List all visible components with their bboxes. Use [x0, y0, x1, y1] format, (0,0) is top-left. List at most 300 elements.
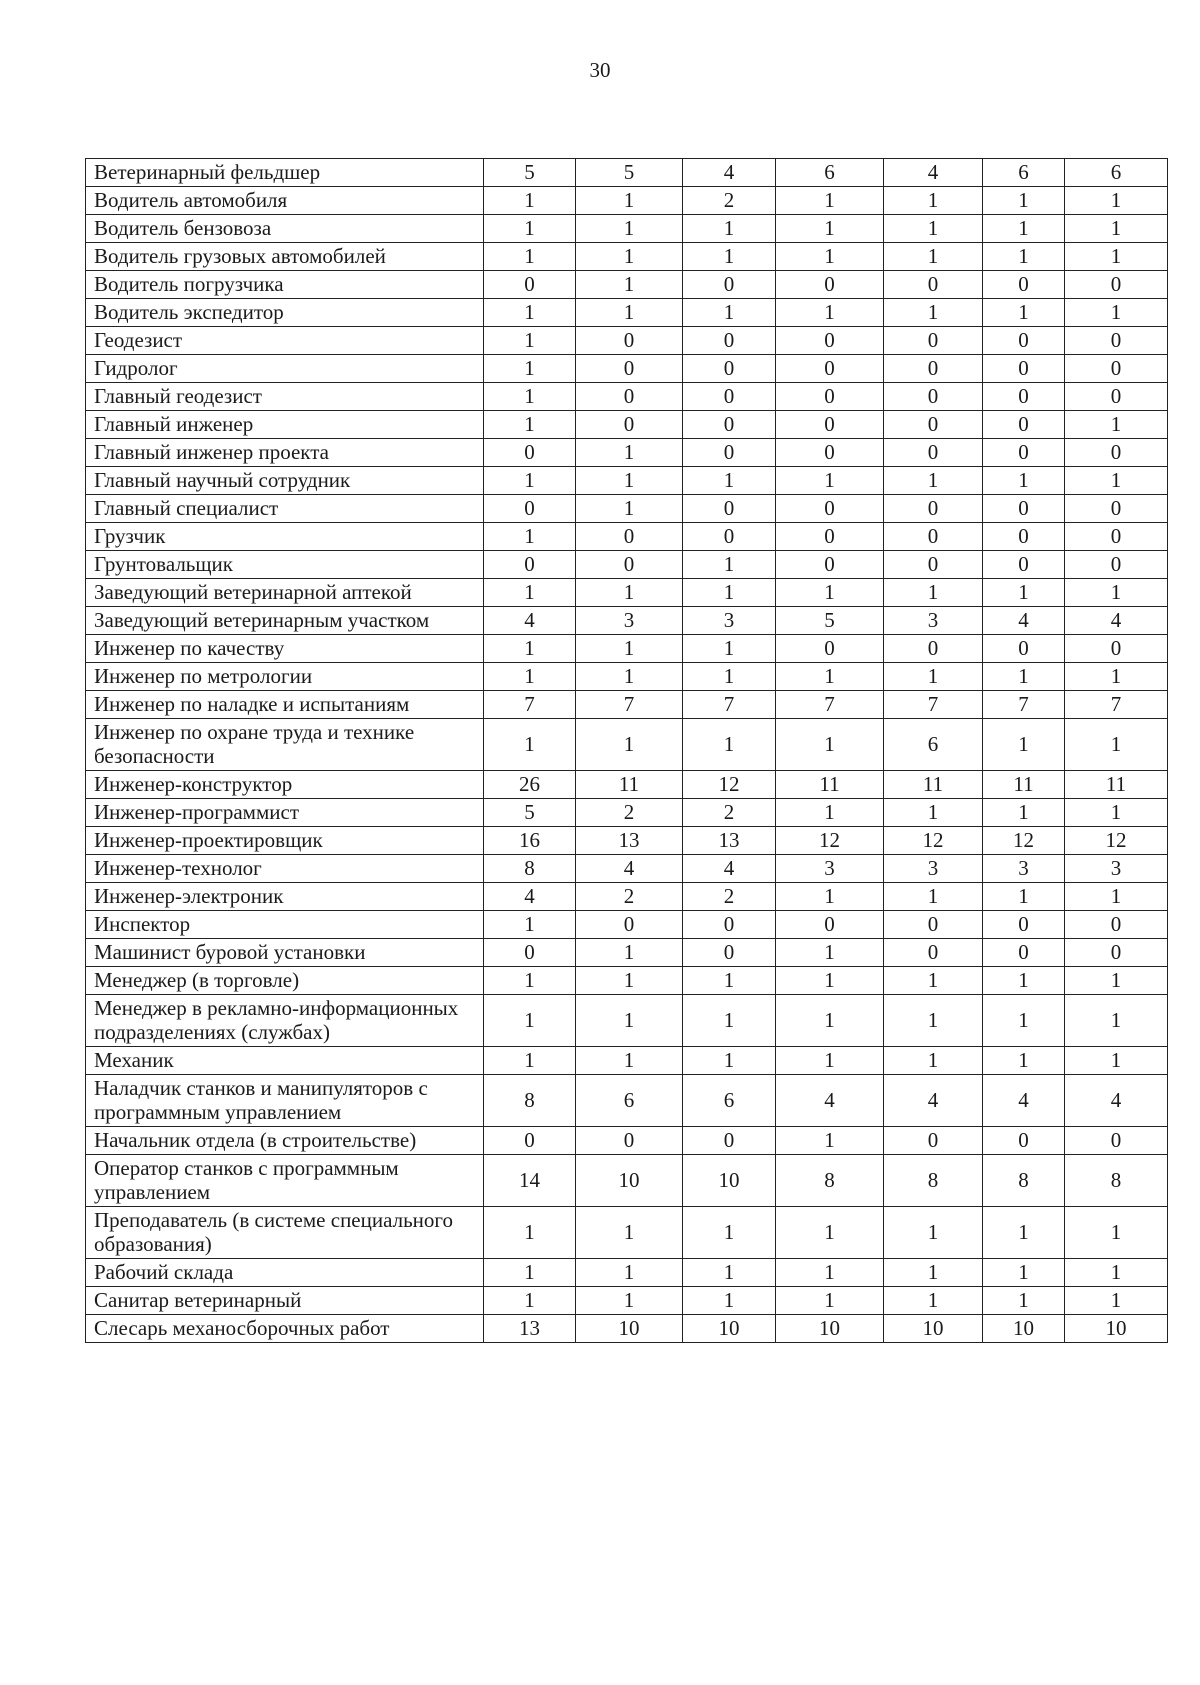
table-cell-value: 1	[884, 215, 983, 243]
table-cell-value: 2	[683, 883, 776, 911]
table-cell-value: 14	[484, 1155, 576, 1207]
table-cell-value: 4	[884, 1075, 983, 1127]
table-cell-value: 1	[484, 911, 576, 939]
table-cell-value: 12	[1065, 827, 1168, 855]
table-row	[86, 187, 1168, 215]
table-cell-value: 6	[683, 1075, 776, 1127]
data-table	[85, 158, 1168, 1343]
table-cell-value: 1	[484, 1287, 576, 1315]
table-cell-value: 8	[484, 1075, 576, 1127]
table-cell-value: 1	[484, 967, 576, 995]
table-cell-value: 0	[983, 635, 1065, 663]
table-cell-value: 1	[484, 187, 576, 215]
table-cell-value: 1	[484, 663, 576, 691]
table-cell-value: 2	[576, 799, 683, 827]
table-cell-value: 4	[484, 883, 576, 911]
table-cell-value: 1	[1065, 663, 1168, 691]
table-cell-value: 0	[576, 551, 683, 579]
table-cell-value: 1	[683, 579, 776, 607]
table-row	[86, 883, 1168, 911]
table-cell-value: 1	[484, 243, 576, 271]
table-cell-value: 0	[983, 439, 1065, 467]
table-cell-value: 0	[884, 551, 983, 579]
row-label: Инженер-конструктор	[86, 771, 484, 799]
table-cell-value: 3	[1065, 855, 1168, 883]
table-cell-value: 1	[776, 799, 884, 827]
table-cell-value: 1	[484, 355, 576, 383]
row-label: Наладчик станков и манипуляторов с программным управлением	[86, 1075, 484, 1127]
row-label: Главный инженер	[86, 411, 484, 439]
table-cell-value: 1	[484, 1207, 576, 1259]
table-cell-value: 1	[576, 299, 683, 327]
table-cell-value: 0	[983, 327, 1065, 355]
table-cell-value: 1	[484, 995, 576, 1047]
table-cell-value: 11	[576, 771, 683, 799]
table-cell-value: 1	[776, 967, 884, 995]
table-cell-value: 1	[683, 967, 776, 995]
table-cell-value: 7	[983, 691, 1065, 719]
row-label: Рабочий склада	[86, 1259, 484, 1287]
table-cell-value: 1	[776, 663, 884, 691]
table-cell-value: 8	[776, 1155, 884, 1207]
table-cell-value: 1	[776, 579, 884, 607]
table-cell-value: 1	[884, 467, 983, 495]
table-cell-value: 0	[484, 271, 576, 299]
table-cell-value: 1	[884, 299, 983, 327]
table-cell-value: 1	[484, 579, 576, 607]
table-cell-value: 6	[576, 1075, 683, 1127]
table-cell-value: 0	[683, 383, 776, 411]
table-cell-value: 6	[776, 159, 884, 187]
table-cell-value: 0	[983, 523, 1065, 551]
table-cell-value: 3	[884, 607, 983, 635]
table-cell-value: 0	[576, 523, 683, 551]
table-cell-value: 1	[683, 215, 776, 243]
row-label: Менеджер в рекламно-информационных подразделениях (службах)	[86, 995, 484, 1047]
table-cell-value: 1	[683, 1287, 776, 1315]
row-label: Преподаватель (в системе специального образования)	[86, 1207, 484, 1259]
table-cell-value: 0	[683, 271, 776, 299]
table-cell-value: 1	[983, 187, 1065, 215]
table-cell-value: 0	[1065, 383, 1168, 411]
table-cell-value: 3	[983, 855, 1065, 883]
table-cell-value: 0	[683, 439, 776, 467]
table-cell-value: 1	[683, 1259, 776, 1287]
table-cell-value: 0	[884, 523, 983, 551]
table-cell-value: 11	[1065, 771, 1168, 799]
table-cell-value: 11	[983, 771, 1065, 799]
table-cell-value: 7	[683, 691, 776, 719]
row-label: Инженер по наладке и испытаниям	[86, 691, 484, 719]
table-cell-value: 1	[683, 551, 776, 579]
table-cell-value: 10	[1065, 1315, 1168, 1343]
table-cell-value: 8	[884, 1155, 983, 1207]
row-label: Инженер-проектировщик	[86, 827, 484, 855]
table-row	[86, 771, 1168, 799]
table-cell-value: 0	[576, 1127, 683, 1155]
table-cell-value: 8	[1065, 1155, 1168, 1207]
table-cell-value: 0	[776, 551, 884, 579]
table-cell-value: 16	[484, 827, 576, 855]
table-cell-value: 1	[884, 995, 983, 1047]
table-cell-value: 1	[983, 243, 1065, 271]
table-cell-value: 0	[484, 495, 576, 523]
table-cell-value: 1	[1065, 411, 1168, 439]
table-cell-value: 1	[884, 1207, 983, 1259]
table-cell-value: 0	[776, 911, 884, 939]
table-cell-value: 1	[776, 467, 884, 495]
table-cell-value: 1	[884, 883, 983, 911]
table-cell-value: 1	[776, 243, 884, 271]
table-cell-value: 1	[576, 215, 683, 243]
table-cell-value: 0	[983, 271, 1065, 299]
table-cell-value: 1	[576, 1047, 683, 1075]
table-cell-value: 0	[683, 327, 776, 355]
table-cell-value: 1	[1065, 1047, 1168, 1075]
table-cell-value: 0	[776, 495, 884, 523]
table-cell-value: 0	[983, 383, 1065, 411]
table-cell-value: 1	[484, 467, 576, 495]
table-row	[86, 271, 1168, 299]
table-row	[86, 215, 1168, 243]
table-cell-value: 1	[1065, 995, 1168, 1047]
table-cell-value: 1	[576, 243, 683, 271]
table-cell-value: 1	[776, 719, 884, 771]
table-cell-value: 12	[884, 827, 983, 855]
row-label: Менеджер (в торговле)	[86, 967, 484, 995]
table-cell-value: 0	[1065, 635, 1168, 663]
table-row	[86, 607, 1168, 635]
table-cell-value: 0	[983, 411, 1065, 439]
row-label: Инженер-электроник	[86, 883, 484, 911]
table-cell-value: 6	[983, 159, 1065, 187]
table-cell-value: 1	[1065, 719, 1168, 771]
table-row	[86, 855, 1168, 883]
table-cell-value: 0	[884, 411, 983, 439]
table-cell-value: 1	[1065, 187, 1168, 215]
table-cell-value: 1	[1065, 299, 1168, 327]
table-cell-value: 0	[884, 439, 983, 467]
table-row	[86, 1075, 1168, 1127]
table-cell-value: 1	[983, 467, 1065, 495]
row-label: Водитель погрузчика	[86, 271, 484, 299]
table-cell-value: 1	[983, 215, 1065, 243]
table-cell-value: 1	[776, 1287, 884, 1315]
table-cell-value: 0	[983, 911, 1065, 939]
table-cell-value: 1	[683, 635, 776, 663]
table-cell-value: 0	[484, 551, 576, 579]
table-cell-value: 1	[776, 299, 884, 327]
table-cell-value: 0	[776, 439, 884, 467]
row-label: Главный специалист	[86, 495, 484, 523]
table-cell-value: 1	[683, 995, 776, 1047]
table-cell-value: 1	[484, 299, 576, 327]
table-cell-value: 2	[576, 883, 683, 911]
table-cell-value: 1	[1065, 883, 1168, 911]
table-cell-value: 5	[576, 159, 683, 187]
table-cell-value: 1	[576, 1259, 683, 1287]
table-row	[86, 911, 1168, 939]
table-cell-value: 1	[683, 243, 776, 271]
table-cell-value: 1	[576, 439, 683, 467]
table-row	[86, 383, 1168, 411]
table-cell-value: 1	[776, 1047, 884, 1075]
table-cell-value: 1	[884, 243, 983, 271]
table-row	[86, 579, 1168, 607]
table-cell-value: 1	[983, 883, 1065, 911]
table-cell-value: 0	[576, 327, 683, 355]
table-cell-value: 1	[484, 719, 576, 771]
table-cell-value: 1	[484, 383, 576, 411]
table-row	[86, 551, 1168, 579]
table-cell-value: 1	[576, 995, 683, 1047]
table-cell-value: 4	[776, 1075, 884, 1127]
table-cell-value: 1	[983, 579, 1065, 607]
table-cell-value: 1	[683, 719, 776, 771]
table-cell-value: 0	[683, 411, 776, 439]
table-cell-value: 1	[576, 1287, 683, 1315]
row-label: Грунтовальщик	[86, 551, 484, 579]
table-cell-value: 0	[1065, 327, 1168, 355]
table-cell-value: 1	[884, 799, 983, 827]
table-row	[86, 1259, 1168, 1287]
table-cell-value: 1	[576, 719, 683, 771]
table-cell-value: 0	[683, 355, 776, 383]
table-cell-value: 1	[983, 1287, 1065, 1315]
table-row	[86, 939, 1168, 967]
table-cell-value: 1	[983, 1207, 1065, 1259]
table-row	[86, 523, 1168, 551]
table-cell-value: 8	[484, 855, 576, 883]
row-label: Механик	[86, 1047, 484, 1075]
table-row	[86, 719, 1168, 771]
table-cell-value: 0	[683, 939, 776, 967]
table-cell-value: 1	[683, 1207, 776, 1259]
table-row	[86, 1047, 1168, 1075]
table-cell-value: 10	[776, 1315, 884, 1343]
table-cell-value: 1	[983, 967, 1065, 995]
row-label: Главный научный сотрудник	[86, 467, 484, 495]
table-cell-value: 1	[484, 635, 576, 663]
table-body	[86, 159, 1168, 1343]
table-cell-value: 0	[576, 383, 683, 411]
table-cell-value: 1	[983, 719, 1065, 771]
table-cell-value: 5	[484, 799, 576, 827]
table-cell-value: 0	[884, 327, 983, 355]
table-cell-value: 7	[576, 691, 683, 719]
table-cell-value: 6	[884, 719, 983, 771]
table-row	[86, 243, 1168, 271]
table-cell-value: 11	[884, 771, 983, 799]
table-cell-value: 1	[1065, 1287, 1168, 1315]
table-cell-value: 1	[1065, 215, 1168, 243]
row-label: Инженер-технолог	[86, 855, 484, 883]
table-cell-value: 1	[884, 967, 983, 995]
row-label: Заведующий ветеринарной аптекой	[86, 579, 484, 607]
table-cell-value: 1	[576, 939, 683, 967]
table-cell-value: 1	[576, 635, 683, 663]
table-cell-value: 1	[776, 883, 884, 911]
table-cell-value: 0	[884, 495, 983, 523]
table-row	[86, 159, 1168, 187]
table-cell-value: 4	[576, 855, 683, 883]
table-cell-value: 0	[884, 939, 983, 967]
table-cell-value: 0	[884, 271, 983, 299]
table-cell-value: 0	[576, 411, 683, 439]
table-cell-value: 1	[983, 995, 1065, 1047]
table-cell-value: 1	[776, 1259, 884, 1287]
table-row	[86, 691, 1168, 719]
table-cell-value: 3	[776, 855, 884, 883]
table-cell-value: 1	[884, 579, 983, 607]
table-cell-value: 1	[484, 215, 576, 243]
table-cell-value: 1	[884, 1259, 983, 1287]
table-cell-value: 4	[983, 607, 1065, 635]
table-row	[86, 799, 1168, 827]
table-cell-value: 1	[1065, 1207, 1168, 1259]
table-cell-value: 7	[484, 691, 576, 719]
row-label: Гидролог	[86, 355, 484, 383]
table-cell-value: 0	[484, 439, 576, 467]
table-cell-value: 0	[1065, 439, 1168, 467]
table-cell-value: 1	[1065, 799, 1168, 827]
table-cell-value: 1	[1065, 243, 1168, 271]
table-row	[86, 299, 1168, 327]
table-cell-value: 0	[983, 939, 1065, 967]
table-cell-value: 1	[776, 995, 884, 1047]
table-cell-value: 0	[484, 1127, 576, 1155]
table-cell-value: 0	[1065, 1127, 1168, 1155]
table-cell-value: 1	[576, 271, 683, 299]
table-cell-value: 4	[484, 607, 576, 635]
table-cell-value: 0	[1065, 495, 1168, 523]
table-cell-value: 3	[683, 607, 776, 635]
table-cell-value: 10	[983, 1315, 1065, 1343]
table-cell-value: 1	[776, 939, 884, 967]
row-label: Ветеринарный фельдшер	[86, 159, 484, 187]
table-cell-value: 1	[576, 467, 683, 495]
table-cell-value: 0	[1065, 911, 1168, 939]
table-cell-value: 6	[1065, 159, 1168, 187]
table-cell-value: 1	[484, 327, 576, 355]
row-label: Водитель экспедитор	[86, 299, 484, 327]
row-label: Главный инженер проекта	[86, 439, 484, 467]
table-cell-value: 1	[776, 1127, 884, 1155]
table-cell-value: 10	[576, 1315, 683, 1343]
row-label: Главный геодезист	[86, 383, 484, 411]
table-cell-value: 1	[983, 1047, 1065, 1075]
table-cell-value: 1	[576, 663, 683, 691]
table-cell-value: 2	[683, 799, 776, 827]
table-cell-value: 1	[884, 663, 983, 691]
table-row	[86, 495, 1168, 523]
table-cell-value: 0	[884, 355, 983, 383]
table-cell-value: 0	[884, 1127, 983, 1155]
table-cell-value: 0	[776, 271, 884, 299]
table-cell-value: 0	[776, 635, 884, 663]
table-cell-value: 0	[683, 911, 776, 939]
table-cell-value: 7	[776, 691, 884, 719]
table-cell-value: 0	[776, 411, 884, 439]
table-cell-value: 1	[683, 1047, 776, 1075]
row-label: Геодезист	[86, 327, 484, 355]
table-cell-value: 1	[484, 1047, 576, 1075]
table-cell-value: 1	[576, 579, 683, 607]
table-cell-value: 10	[683, 1315, 776, 1343]
table-row	[86, 1127, 1168, 1155]
table-cell-value: 12	[983, 827, 1065, 855]
table-cell-value: 0	[884, 635, 983, 663]
row-label: Инженер по охране труда и технике безопасности	[86, 719, 484, 771]
table-cell-value: 1	[884, 1047, 983, 1075]
table-cell-value: 1	[776, 1207, 884, 1259]
table-cell-value: 1	[576, 1207, 683, 1259]
table-cell-value: 0	[1065, 523, 1168, 551]
table-cell-value: 0	[1065, 939, 1168, 967]
table-cell-value: 10	[576, 1155, 683, 1207]
table-cell-value: 1	[576, 967, 683, 995]
row-label: Грузчик	[86, 523, 484, 551]
table-cell-value: 0	[576, 911, 683, 939]
table-cell-value: 1	[576, 187, 683, 215]
row-label: Водитель автомобиля	[86, 187, 484, 215]
table-cell-value: 0	[484, 939, 576, 967]
table-cell-value: 1	[484, 523, 576, 551]
table-row	[86, 327, 1168, 355]
table-cell-value: 3	[884, 855, 983, 883]
table-cell-value: 12	[683, 771, 776, 799]
table-cell-value: 13	[683, 827, 776, 855]
row-label: Слесарь механосборочных работ	[86, 1315, 484, 1343]
table-cell-value: 0	[983, 355, 1065, 383]
row-label: Заведующий ветеринарным участком	[86, 607, 484, 635]
table-cell-value: 0	[884, 911, 983, 939]
table-cell-value: 13	[484, 1315, 576, 1343]
table-row	[86, 467, 1168, 495]
table-row	[86, 1287, 1168, 1315]
page-number: 30	[589, 58, 611, 82]
table-cell-value: 1	[884, 187, 983, 215]
table-cell-value: 0	[983, 495, 1065, 523]
table-cell-value: 1	[683, 467, 776, 495]
table-cell-value: 1	[576, 495, 683, 523]
table-row	[86, 355, 1168, 383]
table-cell-value: 1	[983, 663, 1065, 691]
table-cell-value: 1	[884, 1287, 983, 1315]
table-cell-value: 1	[484, 411, 576, 439]
table-cell-value: 26	[484, 771, 576, 799]
table-row	[86, 663, 1168, 691]
table-cell-value: 0	[983, 1127, 1065, 1155]
table-cell-value: 0	[776, 383, 884, 411]
table-cell-value: 1	[776, 187, 884, 215]
table-cell-value: 7	[884, 691, 983, 719]
row-label: Начальник отдела (в строительстве)	[86, 1127, 484, 1155]
table-cell-value: 5	[484, 159, 576, 187]
row-label: Санитар ветеринарный	[86, 1287, 484, 1315]
row-label: Водитель грузовых автомобилей	[86, 243, 484, 271]
table-cell-value: 7	[1065, 691, 1168, 719]
table-cell-value: 1	[1065, 1259, 1168, 1287]
table-cell-value: 4	[1065, 607, 1168, 635]
table-cell-value: 1	[484, 1259, 576, 1287]
table-row	[86, 411, 1168, 439]
table-row	[86, 1155, 1168, 1207]
table-row	[86, 967, 1168, 995]
table-row	[86, 995, 1168, 1047]
table-cell-value: 3	[576, 607, 683, 635]
table-cell-value: 1	[1065, 579, 1168, 607]
